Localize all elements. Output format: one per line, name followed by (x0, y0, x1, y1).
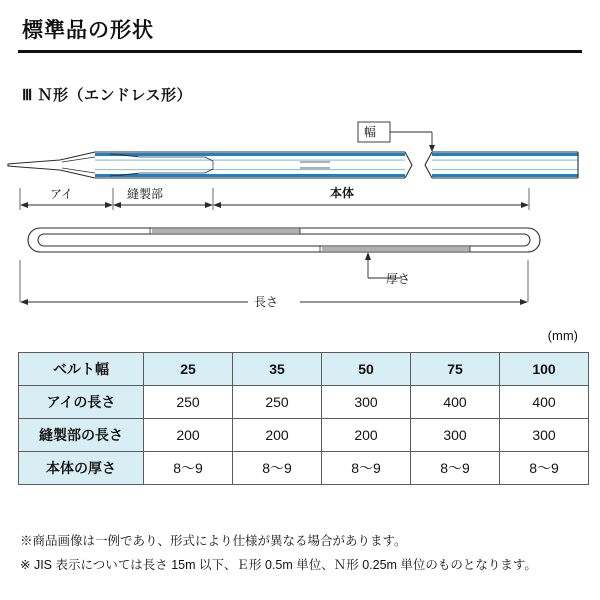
page-title: 標準品の形状 (22, 19, 154, 42)
label-width: 幅 (364, 125, 377, 139)
row-header: 本体の厚さ (19, 452, 144, 485)
header-divider (18, 50, 582, 53)
table-cell: 50 (322, 353, 411, 386)
page-header (0, 0, 600, 62)
table-cell: 250 (233, 386, 322, 419)
sling-diagram (0, 110, 600, 320)
table-cell: 25 (144, 353, 233, 386)
table-cell: 400 (411, 386, 500, 419)
table-row (19, 452, 589, 485)
section-title: Ⅲ Ｎ形（エンドレス形） (22, 87, 193, 104)
table-row (19, 386, 589, 419)
spec-table (18, 352, 589, 485)
table-cell: 200 (233, 419, 322, 452)
row-header: アイの長さ (19, 386, 144, 419)
table-cell: 250 (144, 386, 233, 419)
label-body: 本体 (330, 186, 355, 200)
table-row (19, 353, 589, 386)
sling-diagram-svg (0, 110, 600, 320)
label-sewn: 縫製部 (127, 187, 164, 201)
table-cell: 75 (411, 353, 500, 386)
footnote-1: ※商品画像は一例であり、形式により仕様が異なる場合があります。 (20, 534, 407, 548)
table-cell: 200 (144, 419, 233, 452)
dimension-top-group (20, 188, 529, 210)
footnote-2: ※ JIS 表示については長さ 15m 以下、Ｅ形 0.5m 単位、Ｎ形 0.25m 単位のものとなります。 (20, 557, 537, 572)
table-cell: 300 (411, 419, 500, 452)
table-cell: 8～9 (233, 452, 322, 485)
table-cell: 8～9 (411, 452, 500, 485)
table-cell: 8～9 (322, 452, 411, 485)
label-thickness: 厚さ (386, 272, 411, 286)
table-cell: 100 (500, 353, 589, 386)
table-cell: 300 (322, 386, 411, 419)
top-view-group (8, 132, 578, 178)
label-length: 長さ (254, 295, 279, 309)
table-cell: 300 (500, 419, 589, 452)
side-view-group (28, 228, 540, 278)
unit-note: (mm) (547, 328, 578, 343)
table-cell: 35 (233, 353, 322, 386)
table-cell: 8～9 (500, 452, 589, 485)
table-cell: 200 (322, 419, 411, 452)
table-cell: 8～9 (144, 452, 233, 485)
table-row (19, 419, 589, 452)
row-header: 縫製部の長さ (19, 419, 144, 452)
footnotes (20, 530, 586, 578)
row-header: ベルト幅 (19, 353, 144, 386)
label-eye: アイ (50, 187, 73, 201)
table-cell: 400 (500, 386, 589, 419)
